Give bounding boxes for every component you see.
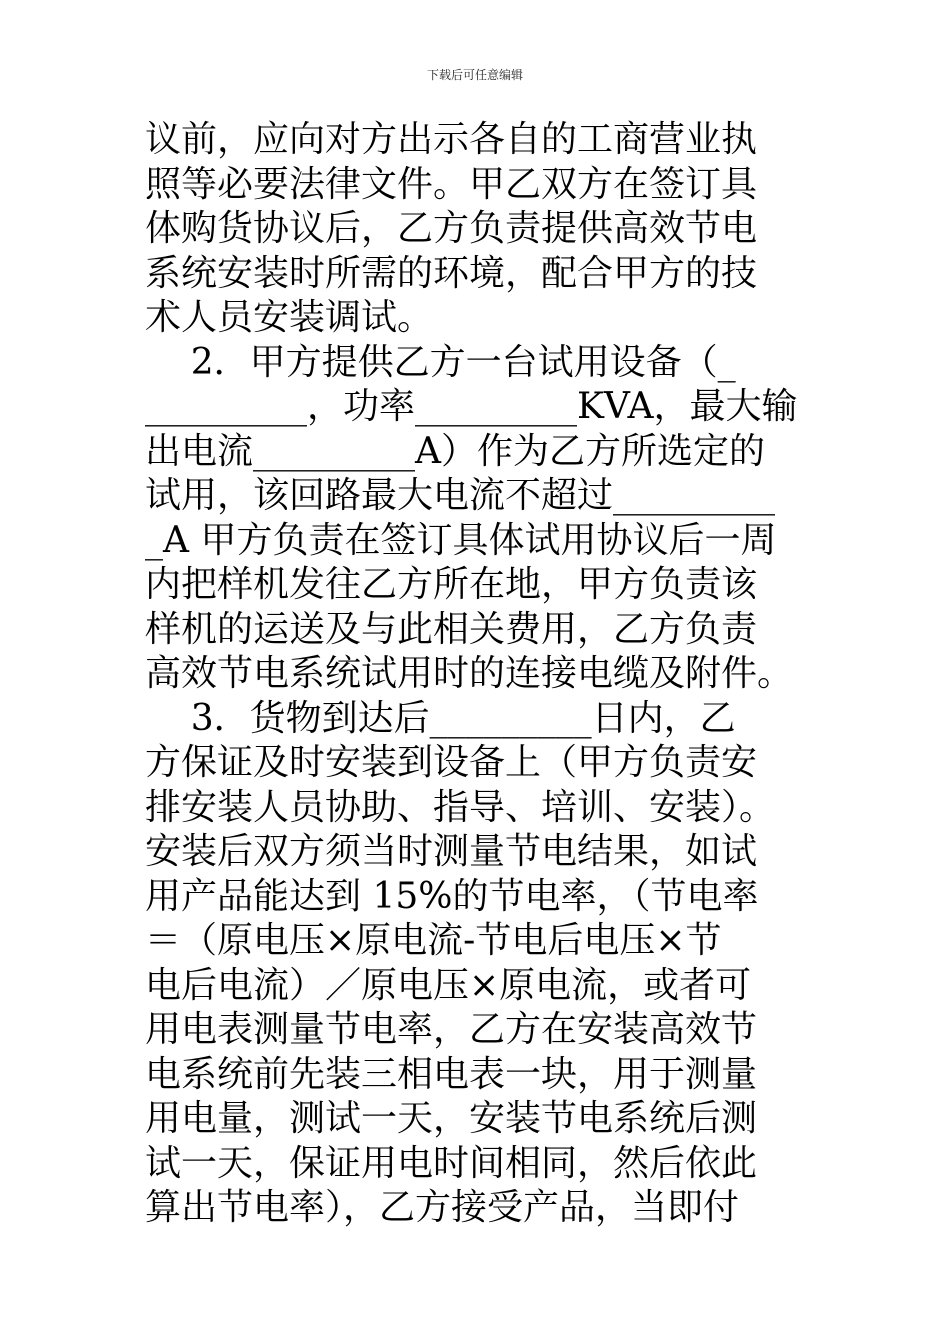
text-line: 系统安装时所需的环境，配合甲方的技: [145, 252, 758, 294]
text-line: _A 甲方负责在签订具体试用协议后一周: [145, 519, 777, 561]
text-line: 术人员安装调试。: [145, 297, 434, 338]
page-header: 下载后可任意编辑: [426, 68, 523, 82]
text-line: 电后电流）／原电压×原电流，或者可: [145, 964, 752, 1006]
text-line: 安装后双方须当时测量节电结果，如试: [145, 831, 758, 872]
text-line: 试用，该回路最大电流不超过_________: [145, 475, 776, 516]
text-line: ＝（原电压×原电流-节电后电压×节: [145, 920, 722, 961]
text-line: 2．甲方提供乙方一台试用设备（_: [145, 341, 736, 383]
text-line: 议前，应向对方出示各自的工商营业执: [145, 119, 758, 160]
text-line: 照等必要法律文件。甲乙双方在签订具: [145, 163, 758, 205]
text-line: 排安装人员协助、指导、培训、安装）。: [145, 786, 776, 828]
text-line: 用产品能达到 15%的节电率，（节电率: [145, 875, 759, 917]
text-line: 用电量，测试一天，安装节电系统后测: [145, 1098, 758, 1139]
text-line: 用电表测量节电率，乙方在安装高效节: [145, 1009, 758, 1050]
text-line: 样机的运送及与此相关费用，乙方负责: [145, 608, 758, 650]
text-line: 出电流_________A）作为乙方所选定的: [145, 430, 765, 472]
document-body: [145, 118, 805, 1231]
text-line: 算出节电率），乙方接受产品，当即付: [145, 1187, 740, 1228]
text-line: 高效节电系统试用时的连接电缆及附件。: [145, 653, 794, 694]
text-line: 内把样机发往乙方所在地，甲方负责该: [145, 564, 758, 605]
text-line: 试一天，保证用电时间相同，然后依此: [145, 1142, 758, 1184]
text-line: _________，功率_________KVA，最大输: [145, 386, 798, 427]
text-line: 体购货协议后，乙方负责提供高效节电: [145, 208, 758, 249]
text-line: 3．货物到达后_________日内，乙: [145, 697, 736, 739]
text-line: 方保证及时安装到设备上（甲方负责安: [145, 742, 758, 783]
text-line: 电系统前先装三相电表一块，用于测量: [145, 1053, 758, 1095]
